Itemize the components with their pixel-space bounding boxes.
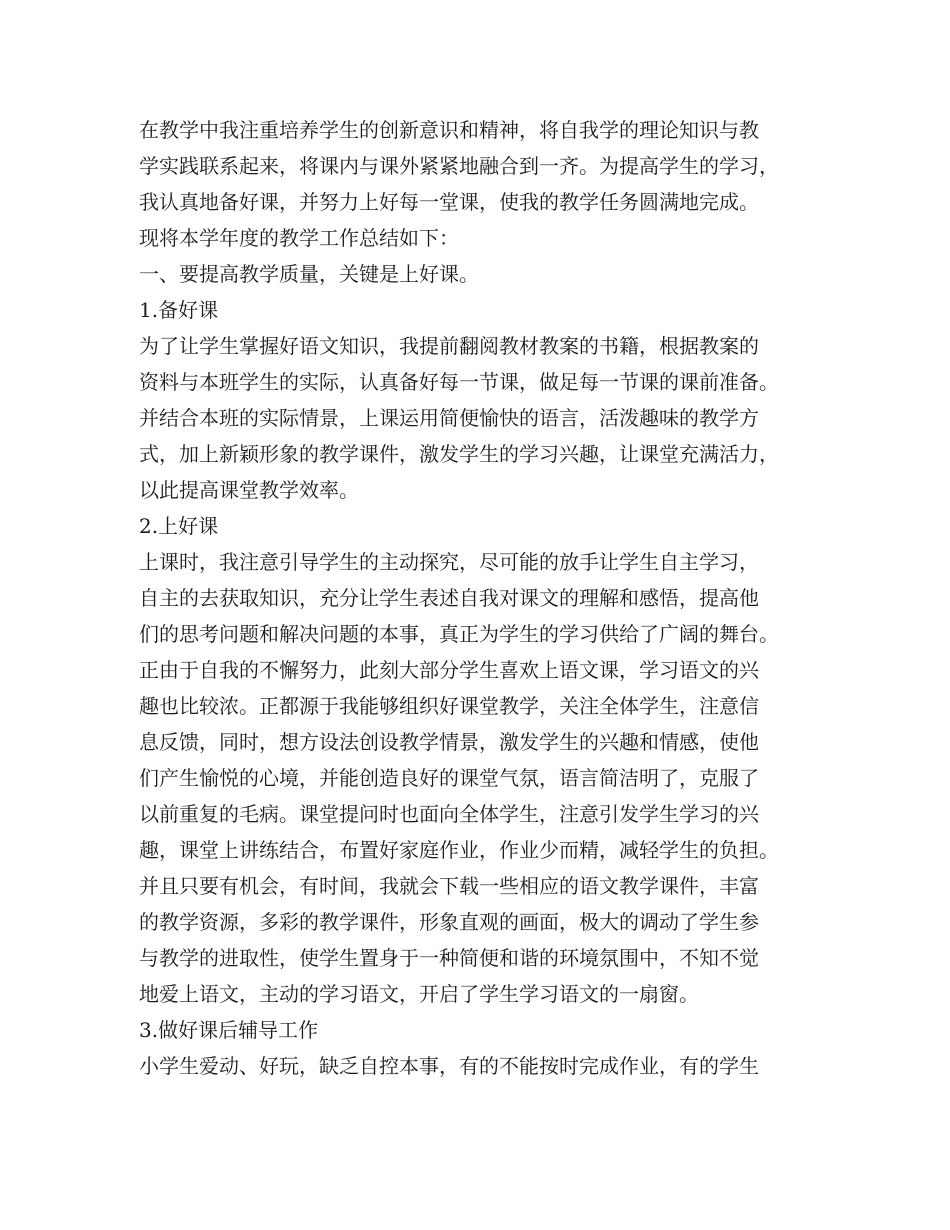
text-line: 们产生愉悦的心境，并能创造良好的课堂气氛，语言简洁明了，克服了 — [139, 766, 759, 790]
text-line: 地爱上语文，主动的学习语文，开启了学生学习语文的一扇窗。 — [139, 982, 699, 1006]
text-line: 自主的去获取知识，充分让学生表述自我对课文的理解和感悟，提高他 — [139, 586, 759, 610]
text-line: 为了让学生掌握好语文知识，我提前翻阅教材教案的书籍，根据教案的 — [139, 334, 759, 358]
text-line: 上课时，我注意引导学生的主动探究，尽可能的放手让学生自主学习， — [139, 550, 759, 574]
text-line: 与教学的进取性，使学生置身于一种简便和谐的环境氛围中，不知不觉 — [139, 946, 759, 970]
text-line: 以前重复的毛病。课堂提问时也面向全体学生，注意引发学生学习的兴 — [139, 802, 759, 826]
document-body — [139, 112, 839, 1084]
text-line: 趣，课堂上讲练结合，布置好家庭作业，作业少而精，减轻学生的负担。 — [139, 838, 779, 862]
text-line: 的教学资源，多彩的教学课件，形象直观的画面，极大的调动了学生参 — [139, 910, 759, 934]
section-heading: 一、要提高教学质量，关键是上好课。 — [139, 262, 479, 286]
text-line: 并且只要有机会，有时间，我就会下载一些相应的语文教学课件，丰富 — [139, 874, 759, 898]
text-line: 正由于自我的不懈努力，此刻大部分学生喜欢上语文课，学习语文的兴 — [139, 658, 759, 682]
text-line: 式，加上新颖形象的教学课件，激发学生的学习兴趣，让课堂充满活力， — [139, 442, 779, 466]
text-line: 资料与本班学生的实际，认真备好每一节课，做足每一节课的课前准备。 — [139, 370, 779, 394]
subsection-heading: 1.备好课 — [139, 298, 219, 322]
text-line: 我认真地备好课，并努力上好每一堂课，使我的教学任务圆满地完成。 — [139, 190, 759, 214]
subsection-heading: 3.做好课后辅导工作 — [139, 1018, 319, 1042]
subsection-heading: 2.上好课 — [139, 514, 219, 538]
text-line: 息反馈，同时，想方设法创设教学情景，激发学生的兴趣和情感，使他 — [139, 730, 759, 754]
text-line: 并结合本班的实际情景，上课运用简便愉快的语言，活泼趣味的教学方 — [139, 406, 759, 430]
text-line: 在教学中我注重培养学生的创新意识和精神，将自我学的理论知识与教 — [139, 118, 759, 142]
text-line: 小学生爱动、好玩，缺乏自控本事，有的不能按时完成作业，有的学生 — [139, 1054, 759, 1078]
text-line: 现将本学年度的教学工作总结如下： — [139, 226, 459, 250]
text-line: 以此提高课堂教学效率。 — [139, 478, 359, 502]
text-line: 趣也比较浓。正都源于我能够组织好课堂教学，关注全体学生，注意信 — [139, 694, 759, 718]
text-line: 学实践联系起来，将课内与课外紧紧地融合到一齐。为提高学生的学习， — [139, 154, 779, 178]
text-line: 们的思考问题和解决问题的本事，真正为学生的学习供给了广阔的舞台。 — [139, 622, 779, 646]
